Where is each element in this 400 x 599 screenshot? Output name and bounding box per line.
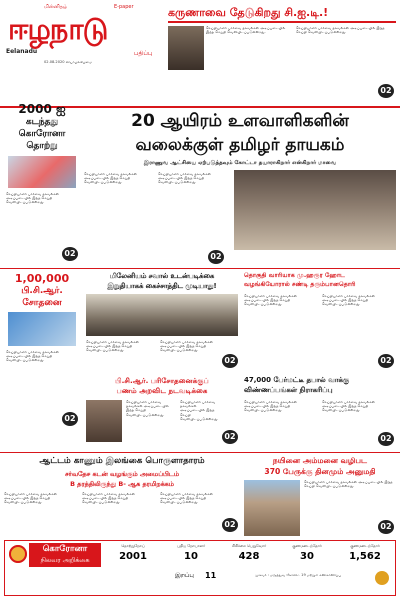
economy-text-3: செய்தியாளர் பார்வை தகவல்கள் அடிப்படையில் இந்த செய்தி வெளியிடப்படுகின்றது. [160, 492, 214, 505]
temple-story[interactable] [244, 454, 396, 538]
economy-text-2: செய்தியாளர் பார்வை தகவல்கள் அடிப்படையில் இந்த செய்தி வெளியிடப்படுகின்றது. [82, 492, 136, 505]
tagline-left: மின்னிதழ் [44, 4, 68, 10]
covid-header-3: குணமடைந்தோர் [292, 543, 322, 548]
covid-table [105, 543, 393, 567]
postal-text-1: செய்தியாளர் பார்வை தகவல்கள் அடிப்படையில் இந்த செய்தி வெளியிடப்படுகின்றது. [244, 400, 298, 413]
pcr-headline-3: சோதனை [22, 298, 62, 308]
covid-value-2: 428 [238, 551, 260, 562]
covid-title-bar [29, 543, 101, 567]
covid-2000-headline-3: கொரோனா [18, 129, 66, 139]
covid-2000-text: செய்தியாளர் பார்வை தகவல்கள் அடிப்படையில் இந்த செய்தி வெளியிடப்படுகின்றது. [6, 192, 60, 205]
covid-source: முகவர் : மருத்துவ கோவிட் 19 மற்றும் கண்காணிப்பு [255, 573, 342, 577]
death-label: இறப்பு [175, 572, 194, 579]
covid-header-1: புதிய நோயாளர் [176, 543, 206, 548]
mcc-photo [86, 294, 238, 336]
pcr-fee-text-1: செய்தியாளர் பார்வை தகவல்கள் அடிப்படையில் இந்த செய்தி வெளியிடப்படுகின்றது. [126, 400, 169, 417]
covid-test-photo [8, 156, 76, 188]
main-page-badge[interactable]: 02 [208, 250, 224, 264]
main-headline-2: வலைக்குள் தமிழர் தாயகம் [135, 135, 345, 155]
covid-2000-headline-1: 2000 ஐ [18, 102, 66, 116]
pcr-fee-headline-1: பி.சி.ஆர். பரிசோதனைக்குப் [115, 376, 209, 385]
pcr-headline-2: பி.சி.ஆர். [21, 286, 63, 296]
top-story-photo [168, 26, 204, 70]
top-story-text-1: செய்தியாளர் பார்வை தகவல்கள் அடிப்படையில் இந்த செய்தி வெளியிடப்படுகின்றது. [206, 26, 286, 35]
temple-headline-2: 370 பேருக்கு தினமும் அனுமதி [264, 467, 376, 476]
covid-value-3: 30 [300, 551, 314, 562]
economy-subhead-2: B தரத்திலிருந்து B- ஆக தரமிறக்கம் [70, 480, 174, 488]
main-text-1: செய்தியாளர் பார்வை தகவல்கள் அடிப்படையில் இந்த செய்தி வெளியிடப்படுகின்றது. [84, 172, 138, 185]
top-story-page-badge[interactable]: 02 [378, 84, 394, 98]
pcr-page-badge[interactable]: 02 [62, 412, 78, 426]
masthead [4, 4, 164, 66]
tagline-right: E-paper [114, 4, 134, 10]
mcc-story[interactable] [84, 272, 240, 372]
masthead-logo: ஈழநாடு [8, 12, 108, 46]
edition-label: பதிப்பு [134, 50, 153, 57]
main-headline-1: 20 ஆயிரம் உளவாளிகளின் [131, 111, 349, 131]
mcc-text-1: செய்தியாளர் பார்வை தகவல்கள் அடிப்படையில் இந்த செய்தி வெளியிடப்படுகின்றது. [86, 340, 140, 353]
temple-headline-1: நயினை அம்மனை வழிபட [272, 456, 368, 465]
covid-title-2: நிலவர அறிக்கை [40, 556, 90, 564]
virus-icon [9, 545, 27, 563]
election-text-1: செய்தியாளர் பார்வை தகவல்கள் அடிப்படையில் இந்த செய்தி வெளியிடப்படுகின்றது. [244, 294, 298, 307]
pcr-fee-story[interactable] [84, 376, 240, 448]
covid-2000-headline-2: கடந்தது [25, 117, 59, 127]
covid-title-1: கொரோனா [42, 544, 88, 554]
covid-value-4: 1,562 [349, 551, 381, 562]
postal-headline-2: விண்ணப்பங்கள் நிராகரிப்பு [244, 386, 333, 394]
covid-header-4: குணமடைந்தோர் [350, 543, 380, 548]
postal-headline-1: 47,000 பேர்மட்டீ தபால் வாக்கு [244, 376, 350, 384]
mcc-page-badge[interactable]: 02 [222, 354, 238, 368]
pcr-fee-photo [86, 400, 122, 442]
postal-text-2: செய்தியாளர் பார்வை தகவல்கள் அடிப்படையில் இந்த செய்தி வெளியிடப்படுகின்றது. [322, 400, 376, 413]
emblem-icon [375, 571, 389, 585]
economy-story[interactable] [4, 454, 240, 538]
mcc-headline-1: மிலேனியம் சவால் உடன்படிக்கை [109, 272, 215, 280]
pcr-fee-headline-2: பணம் அறவிட நடவடிக்கை [116, 386, 208, 395]
mcc-text-2: செய்தியாளர் பார்வை தகவல்கள் அடிப்படையில் இந்த செய்தி வெளியிடப்படுகின்றது. [160, 340, 214, 353]
death-value: 11 [205, 571, 217, 580]
economy-text-1: செய்தியாளர் பார்வை தகவல்கள் அடிப்படையில் இந்த செய்தி வெளியிடப்படுகின்றது. [4, 492, 58, 505]
election-headline-1: தொகுதி வாரியாக மு.ஹரூர ஹோட [244, 272, 346, 279]
election-story[interactable] [244, 272, 396, 372]
pcr-fee-text-2: செய்தியாளர் பார்வை தகவல்கள் அடிப்படையில் இந்த செய்தி வெளியிடப்படுகின்றது. [180, 400, 219, 421]
covid-header-2: சிகிச்சை பெறுவோர் [231, 543, 267, 548]
covid-footer [105, 571, 393, 583]
covid-2000-page-badge[interactable]: 02 [62, 247, 78, 261]
pcr-headline-1: 1,00,000 [14, 272, 70, 285]
covid-2000-headline-4: தொற்று [26, 141, 58, 151]
top-story-headline: கருணாவை தேடுகிறது சி.ஐ.டி.! [168, 6, 329, 19]
covid-header-0: தொற்றுநோய் [121, 543, 145, 548]
economy-subhead-1: சர்வதேச கடன் வழங்கும் அமைப்பிடம் [64, 470, 180, 478]
covid-value-0: 2001 [119, 551, 147, 562]
pcr-photo [8, 312, 76, 346]
top-story-text-2: செய்தியாளர் பார்வை தகவல்கள் அடிப்படையில் இந்த செய்தி வெளியிடப்படுகின்றது. [296, 26, 385, 35]
temple-photo [244, 480, 300, 536]
top-story[interactable] [168, 4, 396, 104]
economy-headline: ஆட்டம் காணும் இலங்கை பொருளாதாரம் [39, 456, 205, 466]
brand-latin: Eelanadu [6, 48, 38, 55]
pcr-text: செய்தியாளர் பார்வை தகவல்கள் அடிப்படையில் இந்த செய்தி வெளியிடப்படுகின்றது. [6, 350, 60, 363]
covid-value-1: 10 [184, 551, 198, 562]
main-story-photo [234, 170, 396, 250]
date-line: 02.08.2020 வியாழக்கிழமை [44, 60, 93, 64]
postal-page-badge[interactable]: 02 [378, 432, 394, 446]
covid-stats-box [4, 540, 396, 596]
mcc-headline-2: இறுதியாகக் கைச்சாத்திட முடியாது! [107, 282, 217, 290]
temple-text: செய்தியாளர் பார்வை தகவல்கள் அடிப்படையில் இந்த செய்தி வெளியிடப்படுகின்றது. [304, 480, 393, 489]
pcr-fee-page-badge[interactable]: 02 [222, 430, 238, 444]
election-headline-2: வழங்கியோரால் சண்டி தரும்பானதொரி [244, 281, 356, 288]
economy-page-badge[interactable]: 02 [222, 518, 238, 532]
postal-story[interactable] [244, 376, 396, 448]
election-page-badge[interactable]: 02 [378, 354, 394, 368]
election-text-2: செய்தியாளர் பார்வை தகவல்கள் அடிப்படையில் இந்த செய்தி வெளியிடப்படுகின்றது. [322, 294, 376, 307]
covid-2000-story[interactable] [4, 100, 80, 265]
main-subhead: இராணுவ ஆட்சியை ஏற்படுத்தவும் கோட்டா தயாராகிறார் என்கிறார் மாவை [143, 160, 337, 166]
main-text-2: செய்தியாளர் பார்வை தகவல்கள் அடிப்படையில் இந்த செய்தி வெளியிடப்படுகின்றது. [158, 172, 212, 185]
temple-page-badge[interactable]: 02 [378, 520, 394, 534]
pcr-story[interactable] [4, 270, 80, 430]
main-story[interactable] [84, 110, 396, 270]
